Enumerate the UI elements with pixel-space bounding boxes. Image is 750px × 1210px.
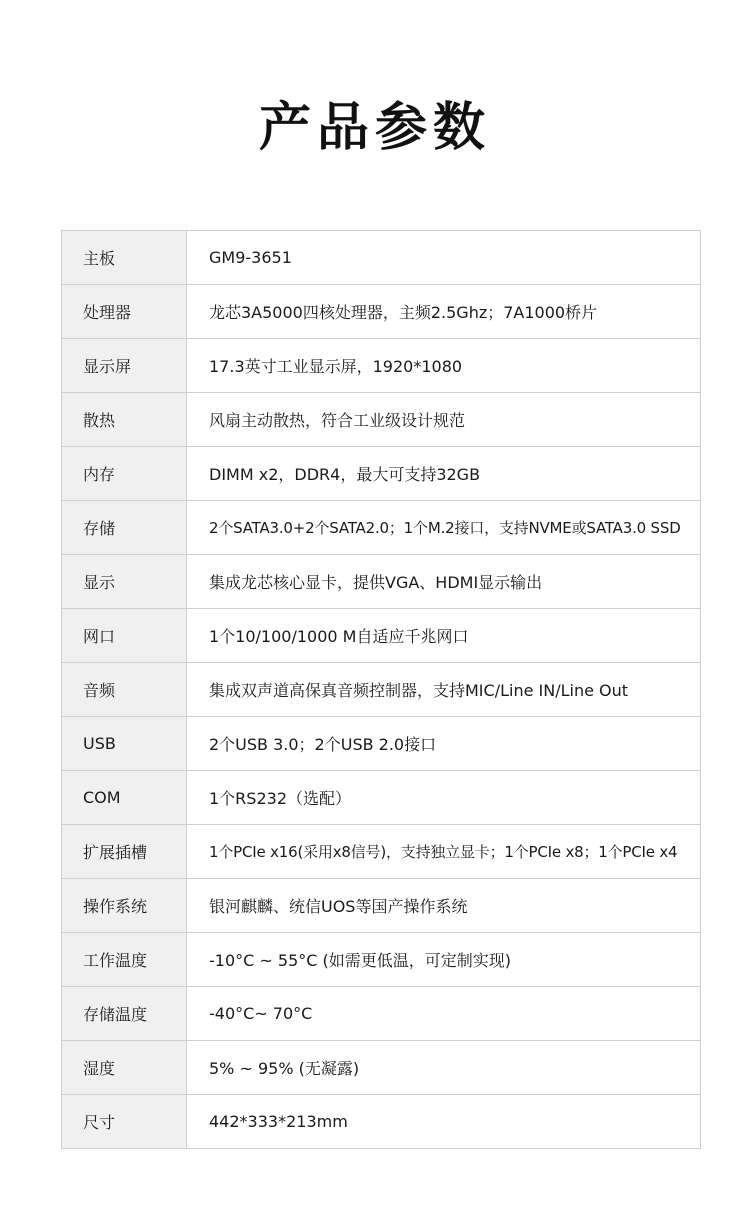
spec-row-storage bbox=[62, 501, 701, 555]
spec-row-humidity bbox=[62, 1041, 701, 1095]
spec-row-memory bbox=[62, 447, 701, 501]
spec-label: USB bbox=[62, 717, 187, 771]
spec-value: 1个10/100/1000 M自适应千兆网口 bbox=[187, 609, 701, 663]
spec-value: 5% ~ 95% (无凝露) bbox=[187, 1041, 701, 1095]
spec-label: 湿度 bbox=[62, 1041, 187, 1095]
spec-value: -10°C ~ 55°C (如需更低温，可定制实现) bbox=[187, 933, 701, 987]
spec-row-operating-temperature bbox=[62, 933, 701, 987]
spec-label: 工作温度 bbox=[62, 933, 187, 987]
spec-row-storage-temperature bbox=[62, 987, 701, 1041]
spec-row-dimensions bbox=[62, 1095, 701, 1149]
spec-label: 散热 bbox=[62, 393, 187, 447]
spec-row-usb bbox=[62, 717, 701, 771]
spec-label: 处理器 bbox=[62, 285, 187, 339]
spec-value: 2个USB 3.0；2个USB 2.0接口 bbox=[187, 717, 701, 771]
spec-label: 显示 bbox=[62, 555, 187, 609]
spec-label: 主板 bbox=[62, 231, 187, 285]
spec-label: 尺寸 bbox=[62, 1095, 187, 1149]
spec-value: DIMM x2，DDR4，最大可支持32GB bbox=[187, 447, 701, 501]
spec-label: 显示屏 bbox=[62, 339, 187, 393]
spec-row-processor bbox=[62, 285, 701, 339]
spec-label: 存储温度 bbox=[62, 987, 187, 1041]
spec-value: 1个PCIe x16(采用x8信号)，支持独立显卡；1个PCIe x8；1个PCIe x4 bbox=[187, 825, 701, 879]
spec-row-com bbox=[62, 771, 701, 825]
spec-label: 扩展插槽 bbox=[62, 825, 187, 879]
spec-label: 音频 bbox=[62, 663, 187, 717]
spec-value: -40°C~ 70°C bbox=[187, 987, 701, 1041]
spec-value: 集成龙芯核心显卡，提供VGA、HDMI显示输出 bbox=[187, 555, 701, 609]
spec-label: 操作系统 bbox=[62, 879, 187, 933]
spec-row-audio bbox=[62, 663, 701, 717]
spec-value: GM9-3651 bbox=[187, 231, 701, 285]
page-title: 产品参数 bbox=[258, 98, 491, 158]
spec-value: 银河麒麟、统信UOS等国产操作系统 bbox=[187, 879, 701, 933]
spec-value: 龙芯3A5000四核处理器，主频2.5Ghz；7A1000桥片 bbox=[187, 285, 701, 339]
spec-row-expansion-slots bbox=[62, 825, 701, 879]
spec-label: 网口 bbox=[62, 609, 187, 663]
spec-row-display-screen bbox=[62, 339, 701, 393]
spec-label: 内存 bbox=[62, 447, 187, 501]
spec-value: 风扇主动散热，符合工业级设计规范 bbox=[187, 393, 701, 447]
spec-label: COM bbox=[62, 771, 187, 825]
spec-label: 存储 bbox=[62, 501, 187, 555]
spec-row-operating-system bbox=[62, 879, 701, 933]
spec-value: 集成双声道高保真音频控制器，支持MIC/Line IN/Line Out bbox=[187, 663, 701, 717]
spec-row-mainboard bbox=[62, 231, 701, 285]
spec-value: 17.3英寸工业显示屏，1920*1080 bbox=[187, 339, 701, 393]
spec-row-display bbox=[62, 555, 701, 609]
spec-row-cooling bbox=[62, 393, 701, 447]
spec-value: 2个SATA3.0+2个SATA2.0；1个M.2接口，支持NVME或SATA3.0 SSD bbox=[187, 501, 701, 555]
spec-table bbox=[61, 230, 701, 1149]
spec-row-network bbox=[62, 609, 701, 663]
spec-value: 1个RS232（选配） bbox=[187, 771, 701, 825]
spec-value: 442*333*213mm bbox=[187, 1095, 701, 1149]
